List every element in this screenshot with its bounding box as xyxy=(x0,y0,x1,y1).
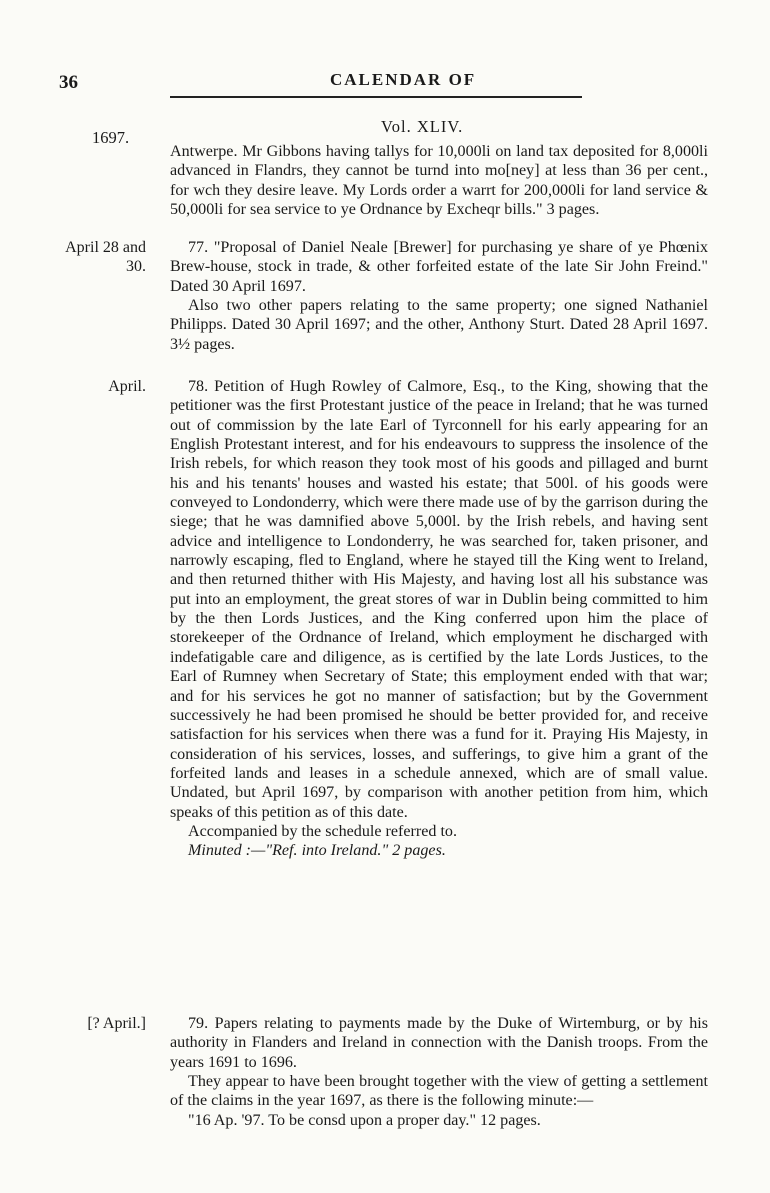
header-rule xyxy=(170,96,582,98)
entry-date-79: [? April.] xyxy=(87,1015,146,1032)
entry-78 xyxy=(170,377,708,861)
entry-paragraph: 77. "Proposal of Daniel Neale [Brewer] for purchasing ye share of ye Phœnix Brew-house, stock in trade, & other forfeited estate of the late Sir John Freind." Dated 30 April 1697. xyxy=(170,239,708,295)
margin-year: 1697. xyxy=(92,128,130,147)
entry-paragraph: Minuted :—"Ref. into Ireland." 2 pages. xyxy=(188,842,446,860)
page-number: 36 xyxy=(59,72,78,93)
entry-continuation xyxy=(170,142,708,219)
entry-77 xyxy=(170,238,708,354)
entry-paragraph: Also two other papers relating to the same property; one signed Nathaniel Philipps. Dated 30 April 1697; and the other, Anthony Sturt. Dated 28 April 1697. 3½ pages. xyxy=(170,297,708,353)
entry-paragraph: "16 Ap. '97. To be consd upon a proper day." 12 pages. xyxy=(188,1111,541,1129)
running-head: CALENDAR OF xyxy=(330,70,477,89)
entry-paragraph: Accompanied by the schedule referred to. xyxy=(188,822,458,840)
entry-date-77: April 28 and 30. xyxy=(65,239,146,276)
entry-paragraph: 79. Papers relating to payments made by the Duke of Wirtemburg, or by his authority in Flanders and Ireland in connection with the Danish troops. From the years 1691 to 1696. xyxy=(170,1015,708,1071)
entry-paragraph: They appear to have been brought together with the view of getting a settlement of the claims in the year 1697, as there is the following minute:— xyxy=(170,1073,708,1110)
entry-paragraph: Antwerpe. Mr Gibbons having tallys for 10,000li on land tax deposited for 8,000li advanced in Flandrs, they cannot be turnd into mo[ney] at less than 36 per cent., for wch they desire leave. My Lords order a warrt for 200,000li for land service & 50,000li for sea service to ye Ordnance by Excheqr bills." 3 pages. xyxy=(170,143,708,219)
entry-79 xyxy=(170,1014,708,1130)
entry-date-78: April. xyxy=(108,378,146,395)
volume-heading: Vol. XLIV. xyxy=(381,117,464,136)
entry-paragraph: 78. Petition of Hugh Rowley of Calmore, Esq., to the King, showing that the petitioner was the first Protestant justice of the peace in Ireland; that he was turned out of commission by the late Earl of Tyrconnell for his early appearing for an English Protestant interest, and for his endeavours to suppress the insolence of the Irish rebels, for which reason they took most of his goods and pillaged and burnt his and his tenants' houses and wasted his estate; that 500l. of his goods were conveyed to Londonderry, which were there made use of by the garrison during the siege; that he was damnified above 5,000l. by the Irish rebels, and having sent advice and intelligence to Londonderry, he was searched for, taken prisoner, and narrowly escaping, fled to England, where he stayed till the King went to Ireland, and then returned thither with His Majesty, and having lost all his substance was put into an employment, the great stores of war in Dublin being committed to him by the then Lords Justices, and the King conferred upon him the place of storekeeper of the Ordnance of Ireland, which employment he discharged with indefatigable care and diligence, as is certified by the late Lords Justices, to the Earl of Rumney when Secretary of State; this employment ended with that war; and for his services he got no manner of satisfaction; but by the Government successively he had been promised he should be better provided for, and receive satisfaction for his services when there was a fund for it. Praying His Majesty, in consideration of his services, losses, and sufferings, to give him a grant of the forfeited lands and leases in a schedule annexed, which are of small value. Undated, but April 1697, by comparison with another petition from him, which speaks of this petition as of this date. xyxy=(170,378,708,821)
